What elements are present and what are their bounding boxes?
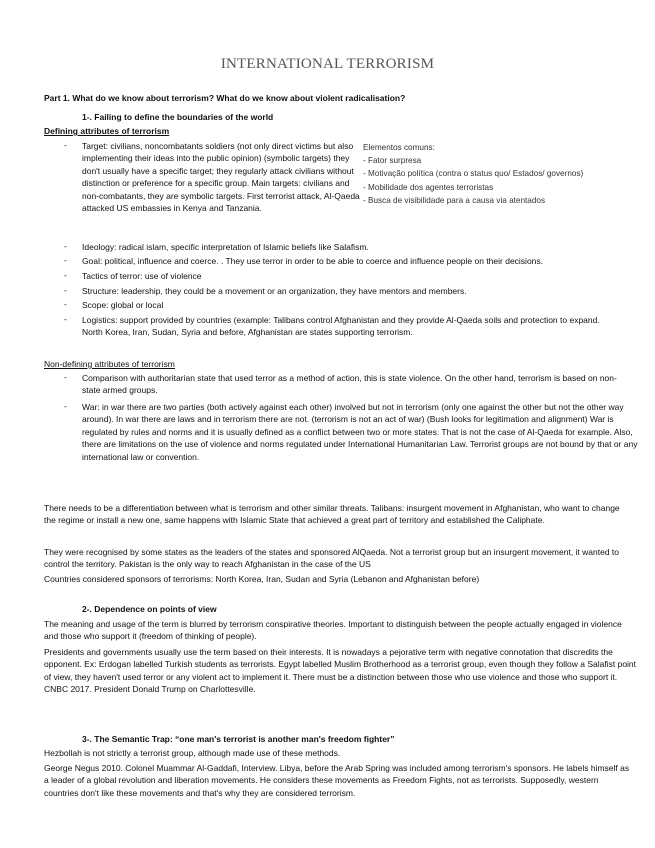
nondef-item-authoritarian: Comparison with authoritarian state that used terror as a method of action, this is state violence. On the other hand, terrorism is based on non-state armed groups. [82, 373, 617, 396]
bullet-dash: - [64, 270, 67, 280]
side-notes-heading: Elementos comuns: [363, 143, 435, 152]
bullet-dash: - [64, 314, 67, 324]
paragraph-sponsors: Countries considered sponsors of terrorisms: North Korea, Iran, Sudan and Syria (Lebanon and Afghanistan before) [44, 574, 480, 584]
bullet-dash: - [64, 372, 67, 382]
defining-attributes-heading: Defining attributes of terrorism [44, 126, 170, 136]
part1-heading: Part 1. What do we know about terrorism? What do we know about violent radicalisation? [44, 93, 406, 103]
paragraph-differentiation: There needs to be a differentiation between what is terrorism and other similar threats. Talibans: insurgent movement in Afghanistan, who want to change the regime or install a new one, same happens with Islamic State that achieved a great part of territory and established the Caliphate. [44, 503, 620, 526]
paragraph-presidents: Presidents and governments usually use the term based on their interests. It is nowadays a pejorative term with negative connotation that discredits the opponent. Ex: Erdogan labelled Turkish students as terrorists. Egypt labelled Muslim Brotherhood as a terrorist group, even though they follow a Salafist point of view, they haven't used terror or any violent act to implement it. There must be a distinction between those who use violence and those who support it. CNBC 2017. President Donald Trump on Charlottesville. [44, 647, 637, 695]
side-note-item: - Busca de visibilidade para a causa via atentados [363, 195, 546, 205]
non-defining-attributes-heading: Non-defining attributes of terrorism [44, 359, 175, 369]
paragraph-gaddafi: George Negus 2010. Colonel Muammar Al-Gaddafi, Interview. Libya, before the Arab Spring was included among terrorism's sponsors. He labels himself as a leader of a global revolution and liberation movements. He considers these movements as Freedom Fights, not as terrorists. Supposedly, western countries don't like these movements and that's why they are considered terrorism. [44, 763, 630, 798]
def-item-target: Target: civilians, noncombatants soldiers (not only direct victims but also implementing their ideas into the public opinion) (symbolic targets) they don't usually have a specific target; they regularly attack civilians without distinction or preference for a specific group. Main targets: civilians and non-combatants, they are symbolic targets. First terrorist attack, Al-Qaeda attacked US embassies in Kenya and Tanzania. [82, 141, 360, 214]
document-title: INTERNATIONAL TERRORISM [220, 56, 435, 72]
nondef-item-war: War: in war there are two parties (both actively against each other) involved but not in terrorism (only one against the other but not the other way around). In war there are laws and in terrorism there are not. (terrorism is not an act of war) (Bush looks for legitimation and alignment) War is regulated by rules and norms and it is usually defined as a conflict between two or more states. That is not the case of Al-Qaeda for example. Also, there are limitations on the use of violence and norms regulated under International Humanitarian Law. Terrorist groups are not bound by that or any international law or convention. [82, 402, 638, 462]
side-note-item: - Motivação política (contra o status quo/ Estados/ governos) [363, 169, 584, 179]
section1-heading: 1-. Failing to define the boundaries of the world [82, 112, 274, 122]
def-item-structure: Structure: leadership, they could be a movement or an organization, they have mentors and members. [82, 286, 467, 296]
def-item-logistics: Logistics: support provided by countries (example: Talibans control Afghanistan and they provide Al-Qaeda soils and protection to expand. North Korea, Iran, Sudan, Syria and before, Afghanistan are states supporting terrorism. [82, 315, 600, 338]
bullet-dash: - [64, 285, 67, 295]
paragraph-hezbollah: Hezbollah is not strictly a terrorist group, although made use of these methods. [44, 748, 341, 758]
bullet-dash: - [64, 241, 67, 251]
bullet-dash: - [64, 255, 67, 265]
def-item-tactics: Tactics of terror: use of violence [82, 271, 202, 281]
paragraph-recognised: They were recognised by some states as the leaders of the states and sponsored AlQaeda. Not a terrorist group but an insurgent movement, it wanted to control the territory. Pakistan is the only way to reach Afghanistan in the case of the US [44, 547, 620, 570]
def-item-scope: Scope: global or local [82, 300, 164, 310]
bullet-dash: - [64, 299, 67, 309]
section2-heading: 2-. Dependence on points of view [82, 604, 217, 614]
side-note-item: - Fator surpresa [363, 156, 422, 166]
def-item-goal: Goal: political, influence and coerce. . They use terror in order to be able to coerce and influence people on their decisions. [82, 256, 544, 266]
bullet-dash: - [64, 401, 67, 411]
def-item-ideology: Ideology: radical islam, specific interpretation of Islamic beliefs like Salafism. [82, 242, 369, 252]
side-notes [363, 141, 648, 207]
paragraph-meaning: The meaning and usage of the term is blurred by terrorism conspirative theories. Important to distinguish between the people actually engaged in violence and those who support it (freedom of thinking of people). [44, 619, 622, 642]
section3-heading: 3-. The Semantic Trap: “one man's terrorist is another man's freedom fighter” [82, 734, 395, 744]
bullet-dash: - [64, 140, 67, 150]
side-note-item: - Mobilidade dos agentes terroristas [363, 182, 494, 192]
